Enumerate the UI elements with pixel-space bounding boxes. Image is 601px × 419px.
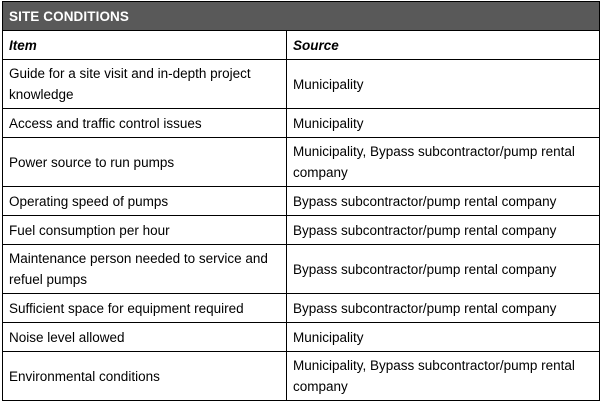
- source-cell: Bypass subcontractor/pump rental company: [287, 294, 600, 323]
- item-cell: Environmental conditions: [3, 352, 287, 401]
- item-cell: Guide for a site visit and in-depth project knowledge: [3, 60, 287, 109]
- source-cell: Bypass subcontractor/pump rental company: [287, 187, 600, 216]
- table-row: [3, 323, 600, 352]
- item-cell: Fuel consumption per hour: [3, 216, 287, 245]
- source-cell: Bypass subcontractor/pump rental company: [287, 245, 600, 294]
- item-cell: Operating speed of pumps: [3, 187, 287, 216]
- table-row: [3, 138, 600, 187]
- table-row: [3, 216, 600, 245]
- source-cell: Municipality: [287, 109, 600, 138]
- table-row: [3, 352, 600, 401]
- item-cell: Maintenance person needed to service and refuel pumps: [3, 245, 287, 294]
- table-row: [3, 187, 600, 216]
- source-cell: Municipality, Bypass subcontractor/pump rental company: [287, 138, 600, 187]
- site-conditions-table: [2, 1, 600, 401]
- site-conditions-table-container: [2, 1, 599, 417]
- item-cell: Noise level allowed: [3, 323, 287, 352]
- table-row: [3, 60, 600, 109]
- table-row: [3, 109, 600, 138]
- source-cell: Municipality: [287, 323, 600, 352]
- source-cell: Municipality: [287, 60, 600, 109]
- table-header-row: [3, 31, 600, 60]
- item-cell: Sufficient space for equipment required: [3, 294, 287, 323]
- item-cell: Access and traffic control issues: [3, 109, 287, 138]
- table-title: SITE CONDITIONS: [3, 2, 600, 31]
- column-header-source: Source: [287, 31, 600, 60]
- source-cell: Municipality, Bypass subcontractor/pump rental company: [287, 352, 600, 401]
- column-header-item: Item: [3, 31, 287, 60]
- table-row: [3, 245, 600, 294]
- source-cell: Bypass subcontractor/pump rental company: [287, 216, 600, 245]
- table-row: [3, 294, 600, 323]
- item-cell: Power source to run pumps: [3, 138, 287, 187]
- table-title-row: [3, 2, 600, 31]
